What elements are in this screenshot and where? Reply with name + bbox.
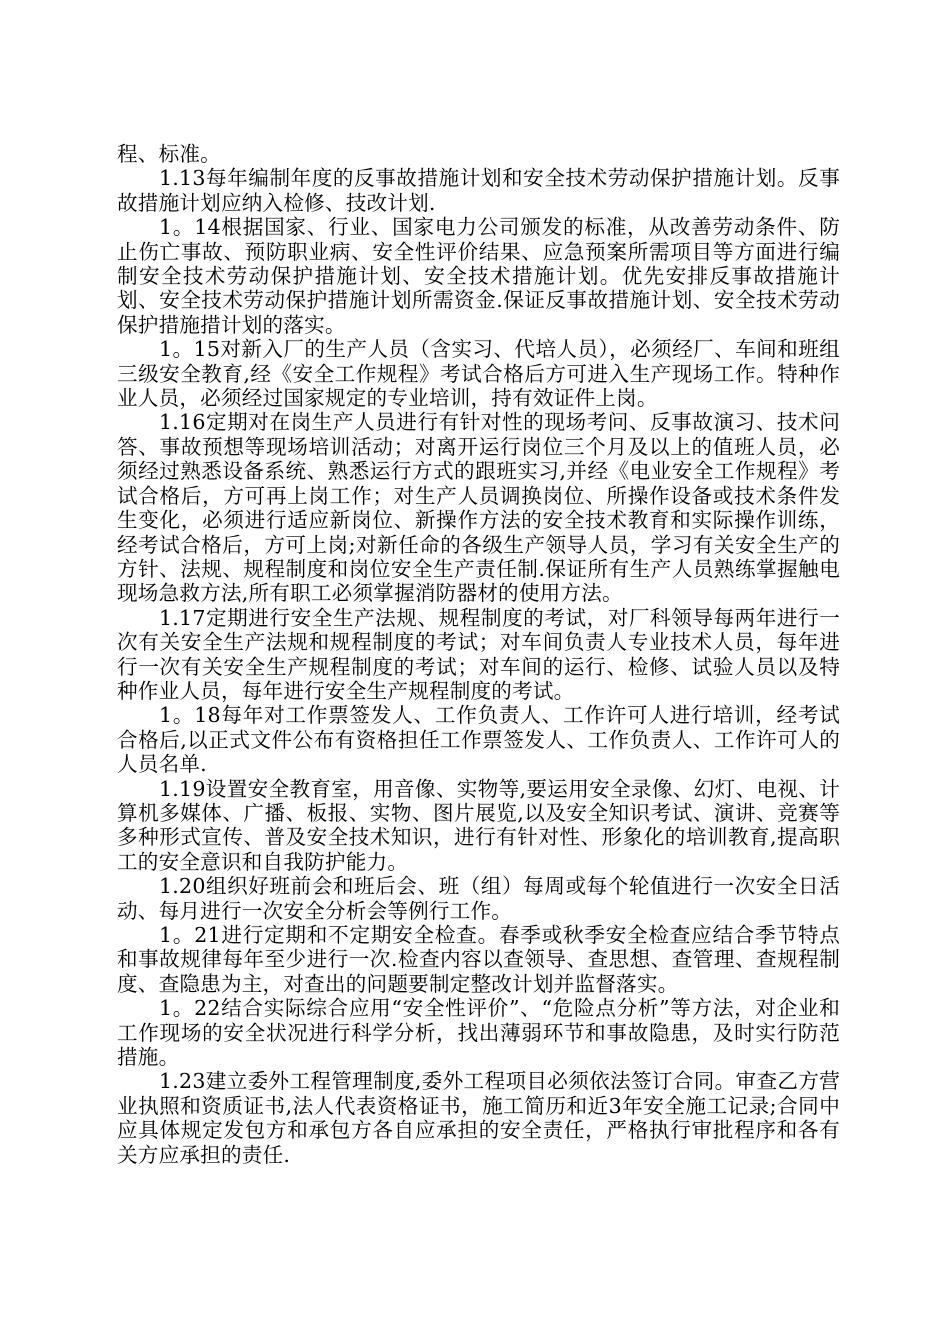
paragraph-1-20: 1.20组织好班前会和班后会、班（组）每周或每个轮值进行一次安全日活动、每月进行一次安全分析会等例行工作。 (117, 874, 840, 923)
paragraph-1-18: 1。18每年对工作票签发人、工作负责人、工作许可人进行培训，经考试合格后,以正式文件公布有资格担任工作票签发人、工作负责人、工作许可人的人员名单. (117, 703, 840, 777)
document-page (117, 142, 840, 1167)
paragraph-1-14: 1。14根据国家、行业、国家电力公司颁发的标准，从改善劳动条件、防止伤亡事故、预防职业病、安全性评价结果、应急预案所需项目等方面进行编制安全技术劳动保护措施计划、安全技术措施计划。优先安排反事故措施计划、安全技术劳动保护措施计划所需资金.保证反事故措施计划、安全技术劳动保护措施措计划的落实。 (117, 215, 840, 337)
paragraph-continuation: 程、标准。 (117, 142, 221, 166)
paragraph-1-19: 1.19设置安全教育室，用音像、实物等,要运用安全录像、幻灯、电视、计算机多媒体、广播、板报、实物、图片展览,以及安全知识考试、演讲、竞赛等多种形式宣传、普及安全技术知识，进行有针对性、形象化的培训教育,提高职工的安全意识和自我防护能力。 (117, 776, 840, 874)
paragraph-1-15: 1。15对新入厂的生产人员（含实习、代培人员），必须经厂、车间和班组三级安全教育,经《安全工作规程》考试合格后方可进入生产现场工作。特种作业人员，必须经过国家规定的专业培训，持有效证件上岗。 (117, 337, 840, 411)
paragraph-1-13: 1.13每年编制年度的反事故措施计划和安全技术劳动保护措施计划。反事故措施计划应纳入检修、技改计划. (117, 166, 840, 215)
paragraph-1-17: 1.17定期进行安全生产法规、规程制度的考试，对厂科领导每两年进行一次有关安全生产法规和规程制度的考试；对车间负责人专业技术人员，每年进行一次有关安全生产规程制度的考试；对车间的运行、检修、试验人员以及特种作业人员，每年进行安全生产规程制度的考试。 (117, 605, 840, 703)
paragraph-1-21: 1。21进行定期和不定期安全检查。春季或秋季安全检查应结合季节特点和事故规律每年至少进行一次.检查内容以查领导、查思想、查管理、查规程制度、查隐患为主，对查出的问题要制定整改计划并监督落实。 (117, 923, 840, 996)
paragraph-1-22: 1。22结合实际综合应用“安全性评价”、“危险点分析”等方法，对企业和工作现场的安全状况进行科学分析，找出薄弱环节和事故隐患，及时实行防范措施。 (117, 996, 840, 1070)
paragraph-1-16: 1.16定期对在岗生产人员进行有针对性的现场考问、反事故演习、技术问答、事故预想等现场培训活动；对离开运行岗位三个月及以上的值班人员，必须经过熟悉设备系统、熟悉运行方式的跟班实习,并经《电业安全工作规程》考试合格后，方可再上岗工作；对生产人员调换岗位、所操作设备或技术条件发生变化，必须进行适应新岗位、新操作方法的安全技术教育和实际操作训练，经考试合格后，方可上岗;对新任命的各级生产领导人员，学习有关安全生产的方针、法规、规程制度和岗位安全生产责任制.保证所有生产人员熟练掌握触电现场急救方法,所有职工必须掌握消防器材的使用方法。 (117, 410, 840, 606)
paragraph-1-23: 1.23建立委外工程管理制度,委外工程项目必须依法签订合同。审查乙方营业执照和资质证书,法人代表资格证书，施工简历和近3年安全施工记录;合同中应具体规定发包方和承包方各自应承担的安全责任，严格执行审批程序和各有关方应承担的责任. (117, 1069, 840, 1167)
